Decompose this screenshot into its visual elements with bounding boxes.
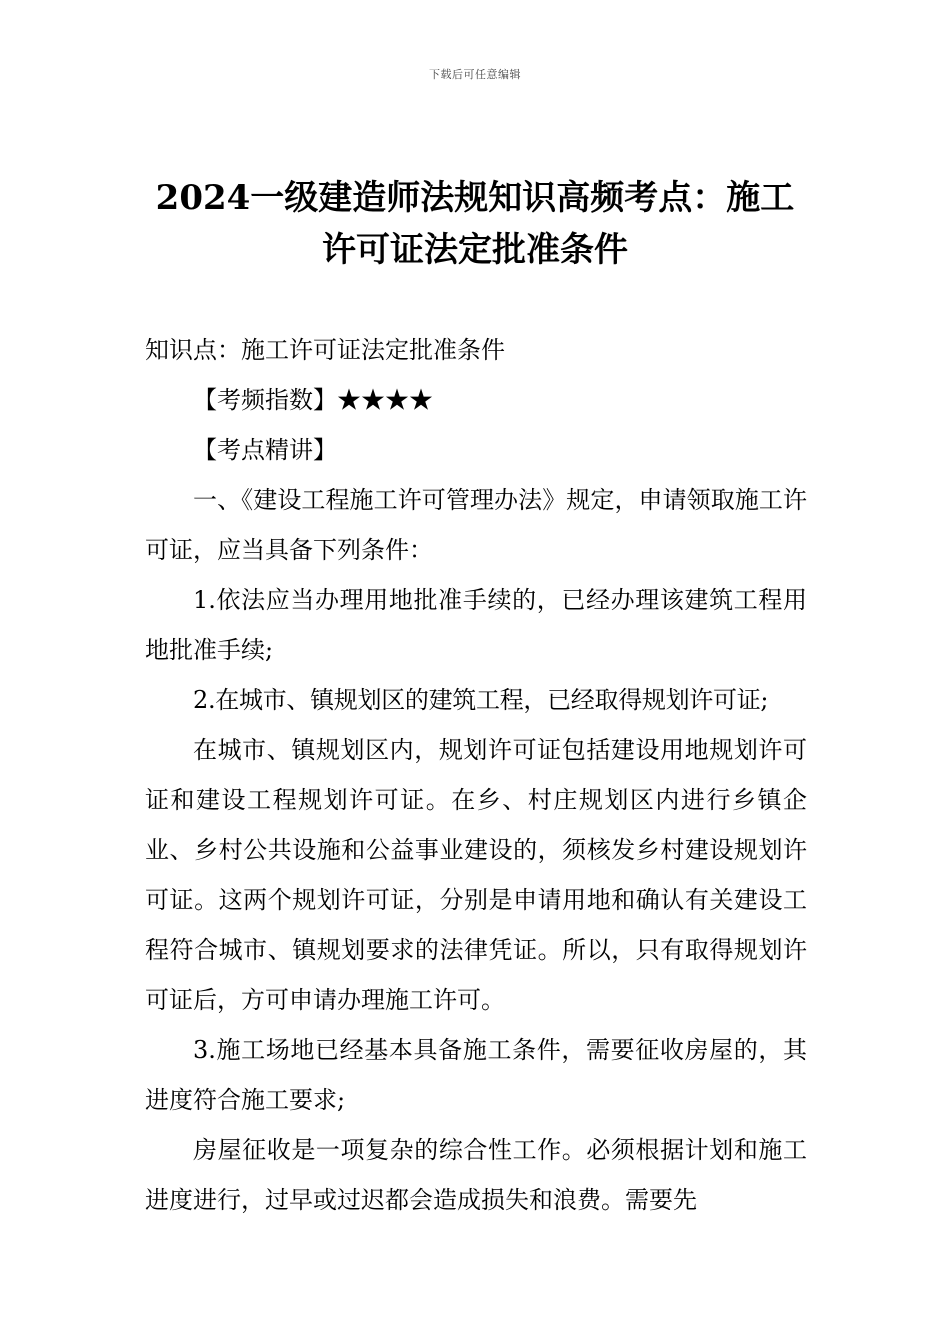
knowledge-point-line: 知识点：施工许可证法定批准条件 [145,336,505,364]
paragraph: 1.依法应当办理用地批准手续的，已经办理该建筑工程用地批准手续; [145,586,807,664]
paragraph: 一、《建设工程施工许可管理办法》规定，申请领取施工许可证，应当具备下列条件： [145,486,807,564]
section-heading: 【考点精讲】 [193,436,337,464]
frequency-index-line: 【考频指数】★★★★ [193,386,433,414]
document-body [145,325,807,1225]
document-title: 2024一级建造师法规知识高频考点：施工许可证法定批准条件 [155,178,795,270]
paragraph: 在城市、镇规划区内，规划许可证包括建设用地规划许可证和建设工程规划许可证。在乡、村庄规划区内进行乡镇企业、乡村公共设施和公益事业建设的，须核发乡村建设规划许可证。这两个规划许可证，分别是申请用地和确认有关建设工程符合城市、镇规划要求的法律凭证。所以，只有取得规划许可证后，方可申请办理施工许可。 [145,736,807,1014]
header-note: 下载后可任意编辑 [429,68,521,81]
paragraph: 2.在城市、镇规划区的建筑工程，已经取得规划许可证; [193,686,769,714]
paragraph: 3.施工场地已经基本具备施工条件，需要征收房屋的，其进度符合施工要求; [145,1036,807,1114]
paragraph: 房屋征收是一项复杂的综合性工作。必须根据计划和施工进度进行，过早或过迟都会造成损失和浪费。需要先 [145,1136,807,1214]
